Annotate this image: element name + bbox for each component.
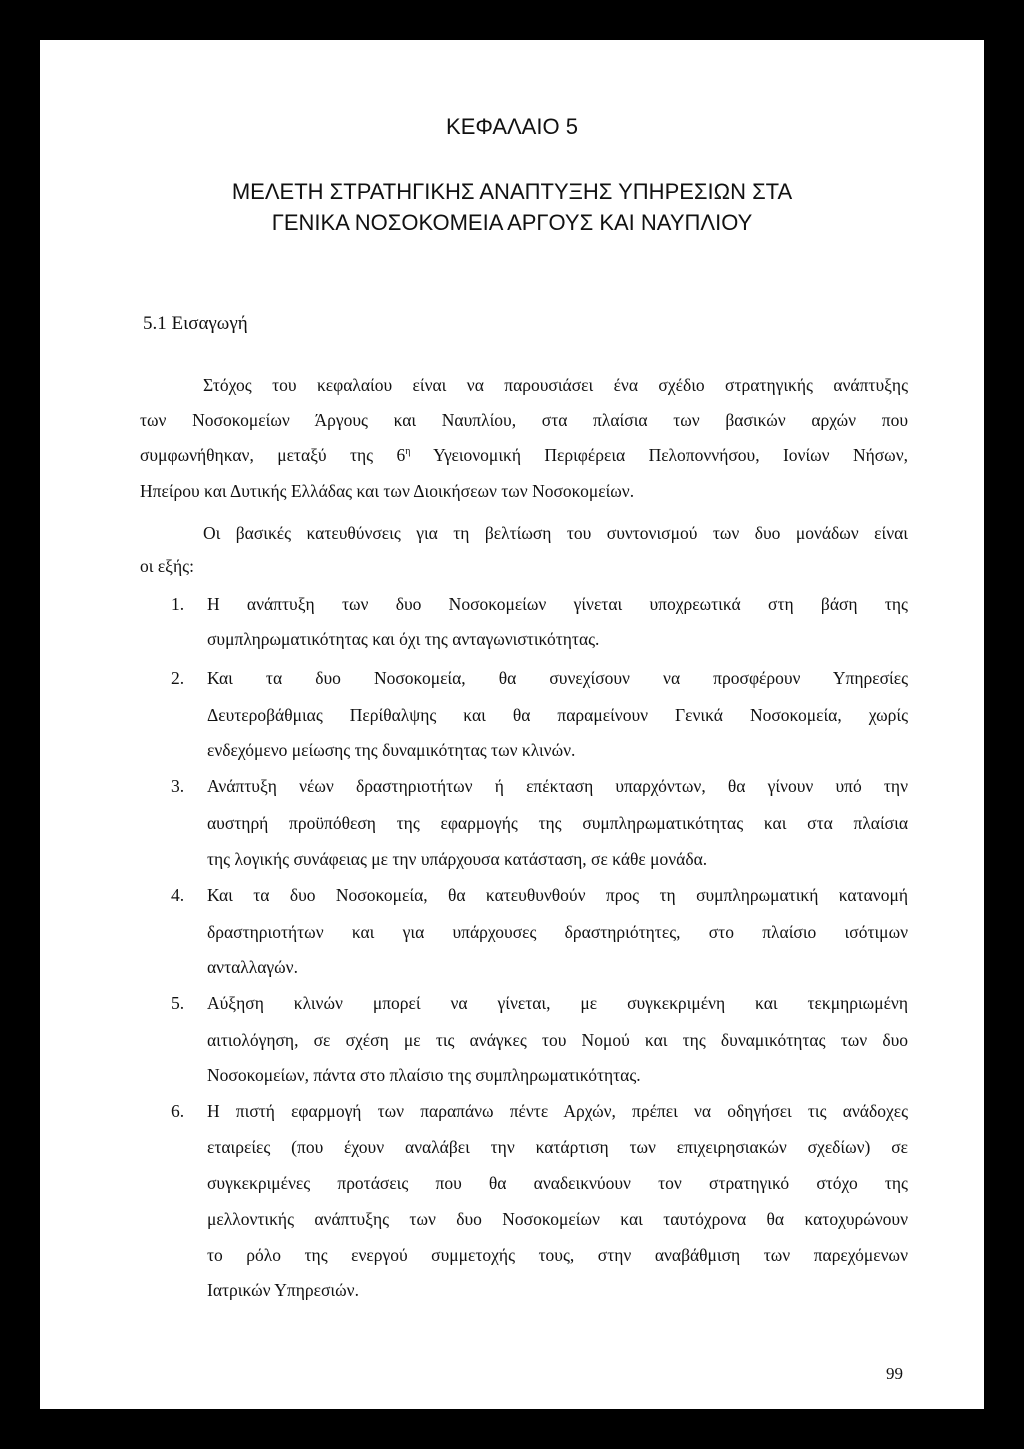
principles-intro-line-2: οι εξής: bbox=[140, 556, 194, 576]
item-2-number: 2. bbox=[171, 668, 185, 688]
chapter-number: ΚΕΦΑΛΑΙΟ 5 bbox=[446, 114, 578, 139]
item-6-line-3: συγκεκριμένες προτάσεις που θα αναδεικνύουν τον στρατηγικό στόχο της bbox=[207, 1175, 908, 1193]
item-3-line-3: της λογικής συνάφειας με την υπάρχουσα κατάσταση, σε κάθε μονάδα. bbox=[207, 849, 708, 869]
item-3-line-1: Ανάπτυξη νέων δραστηριοτήτων ή επέκταση υπαρχόντων, θα γίνουν υπό την bbox=[207, 778, 908, 796]
item-6-line-5: το ρόλο της ενεργού συμμετοχής τους, στην αναβάθμιση των παρεχόμενων bbox=[207, 1247, 908, 1265]
page-number: 99 bbox=[886, 1364, 903, 1383]
item-2-line-2: Δευτεροβάθμιας Περίθαλψης και θα παραμείνουν Γενικά Νοσοκομεία, χωρίς bbox=[207, 707, 908, 725]
item-4-number: 4. bbox=[171, 885, 185, 905]
item-6-line-1: Η πιστή εφαρμογή των παραπάνω πέντε Αρχών, πρέπει να οδηγήσει τις ανάδοχες bbox=[207, 1103, 908, 1121]
item-6-line-6: Ιατρικών Υπηρεσιών. bbox=[207, 1280, 359, 1300]
item-6-line-4: μελλοντικής ανάπτυξης των δυο Νοσοκομείων και ταυτόχρονα θα κατοχυρώνουν bbox=[207, 1211, 908, 1229]
item-1-line-2: συμπληρωματικότητας και όχι της ανταγωνιστικότητας. bbox=[207, 629, 600, 649]
item-6-number: 6. bbox=[171, 1101, 185, 1121]
item-6-line-2: εταιρείες (που έχουν αναλάβει την κατάρτιση των επιχειρησιακών σχεδίων) σε bbox=[207, 1139, 908, 1157]
item-5-line-1: Αύξηση κλινών μπορεί να γίνεται, με συγκεκριμένη και τεκμηριωμένη bbox=[207, 995, 908, 1013]
item-4-line-3: ανταλλαγών. bbox=[207, 957, 298, 977]
item-5-number: 5. bbox=[171, 993, 185, 1013]
item-2-line-3: ενδεχόμενο μείωσης της δυναμικότητας των κλινών. bbox=[207, 740, 576, 760]
intro-line-3: συμφωνήθηκαν, μεταξύ της $6^\eta$ Υγειονομική Περιφέρεια Πελοποννήσου, Ιονίων Νήσων, bbox=[140, 447, 908, 465]
item-3-number: 3. bbox=[171, 776, 185, 796]
item-3-line-2: αυστηρή προϋπόθεση της εφαρμογής της συμπληρωματικότητας και στα πλαίσια bbox=[207, 815, 908, 833]
intro-line-2: των Νοσοκομείων Άργους και Ναυπλίου, στα πλαίσια των βασικών αρχών που bbox=[140, 412, 908, 430]
chapter-title-line-2: ΓΕΝΙΚΑ ΝΟΣΟΚΟΜΕΙΑ ΑΡΓΟΥΣ ΚΑΙ ΝΑΥΠΛΙΟΥ bbox=[271, 210, 753, 235]
intro-line-1: Στόχος του κεφαλαίου είναι να παρουσιάσει ένα σχέδιο στρατηγικής ανάπτυξης bbox=[203, 377, 908, 395]
document-page bbox=[40, 40, 984, 1409]
chapter-title-line-1: ΜΕΛΕΤΗ ΣΤΡΑΤΗΓΙΚΗΣ ΑΝΑΠΤΥΞΗΣ ΥΠΗΡΕΣΙΩΝ ΣΤΑ bbox=[231, 179, 793, 204]
item-4-line-1: Και τα δυο Νοσοκομεία, θα κατευθυνθούν προς τη συμπληρωματική κατανομή bbox=[207, 887, 908, 905]
intro-line-4: Ηπείρου και Δυτικής Ελλάδας και των Διοικήσεων των Νοσοκομείων. bbox=[140, 481, 635, 501]
superscript-eta: η bbox=[405, 447, 411, 458]
section-heading: 5.1 Εισαγωγή bbox=[143, 313, 248, 334]
item-1-number: 1. bbox=[171, 594, 185, 614]
item-5-line-3: Νοσοκομείων, πάντα στο πλαίσιο της συμπληρωματικότητας. bbox=[207, 1065, 641, 1085]
item-4-line-2: δραστηριοτήτων και για υπάρχουσες δραστηριότητες, στο πλαίσιο ισότιμων bbox=[207, 924, 908, 942]
principles-intro-line-1: Οι βασικές κατευθύνσεις για τη βελτίωση του συντονισμού των δυο μονάδων είναι bbox=[203, 525, 908, 543]
item-5-line-2: αιτιολόγηση, σε σχέση με τις ανάγκες του Νομού και της δυναμικότητας των δυο bbox=[207, 1032, 908, 1050]
item-2-line-1: Και τα δυο Νοσοκομεία, θα συνεχίσουν να προσφέρουν Υπηρεσίες bbox=[207, 670, 908, 688]
item-1-line-1: Η ανάπτυξη των δυο Νοσοκομείων γίνεται υποχρεωτικά στη βάση της bbox=[207, 596, 908, 614]
